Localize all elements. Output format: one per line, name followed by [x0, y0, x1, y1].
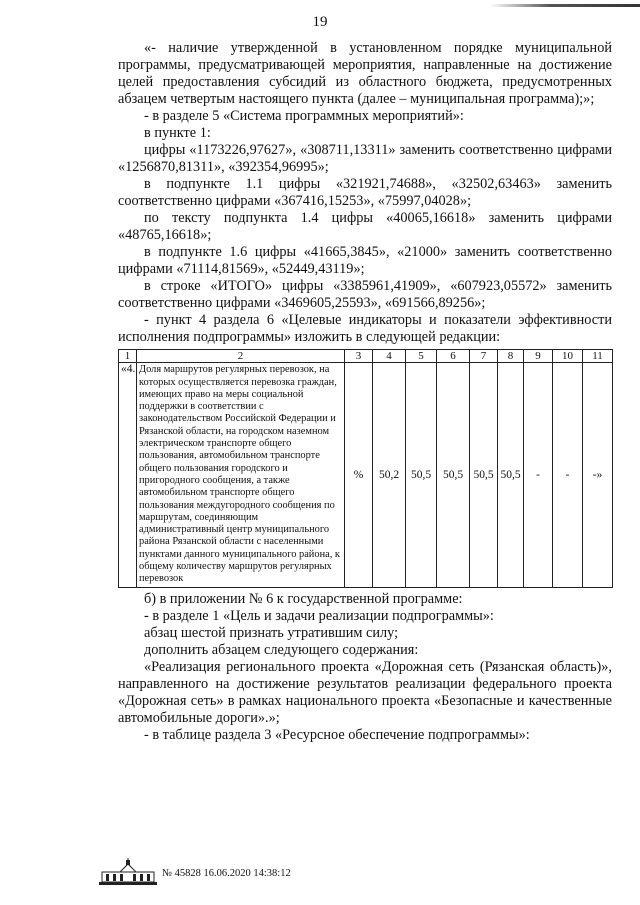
stamp-text: № 45828 16.06.2020 14:38:12: [162, 868, 291, 879]
value-cell: -»: [583, 363, 613, 587]
column-header: 5: [406, 350, 437, 363]
value-cell: -: [524, 363, 553, 587]
paragraph: - в разделе 5 «Система программных мероприятий»:: [144, 108, 464, 124]
indicator-description: Доля маршрутов регулярных перевозок, на которых осуществляется перевозка граждан, имеющих право на меры социальной поддержки в соответствии с законодательством Российской Федерации и Рязанской области, на городском наземном электрическом транспорте общего пользования, автомобильном транспорте общего пользования городского и пригородного сообщения, а также автомобильном транспорте общего пользования междугородного сообщения по маршрутам, соединяющим административный центр муниципального района Рязанской области с населенными пунктами данного муниципального района, к общему количеству маршрутов регулярных перевозок: [137, 363, 345, 587]
paragraph: в подпункте 1.1 цифры «321921,74688», «32502,63463» заменить соответственно цифрами «367416,15253», «75997,04028»;: [118, 176, 612, 209]
document-body: [118, 40, 612, 744]
paragraph: «- наличие утвержденной в установленном порядке муниципальной программы, предусматривающей мероприятия, направленные на достижение целей предоставления субсидий из областного бюджета, предусмотренных абзацем четвертым настоящего пункта (далее – муниципальная программа);»;: [118, 40, 612, 107]
paragraph: «Реализация регионального проекта «Дорожная сеть (Рязанская область)», направленного на достижение результатов реализации федерального проекта «Дорожная сеть» в рамках национального проекта «Безопасные и качественные автомобильные дороги».»;: [118, 658, 612, 726]
paragraph: дополнить абзацем следующего содержания:: [144, 641, 419, 658]
paragraph: в подпункте 1.6 цифры «41665,3845», «21000» заменить соответственно цифрами «71114,81569», «52449,43119»;: [118, 244, 612, 277]
indicator-table: [118, 349, 613, 588]
column-header: 11: [583, 350, 613, 363]
paragraph: цифры «1173226,97627», «308711,13311» заменить соответственно цифрами «1256870,81311», «392354,96995»;: [118, 142, 612, 175]
scan-artifact: [490, 4, 640, 7]
paragraph: абзац шестой признать утратившим силу;: [144, 624, 399, 641]
paragraph: в пункте 1:: [144, 125, 211, 141]
paragraph: в строке «ИТОГО» цифры «3385961,41909», «607923,05572» заменить соответственно цифрами «3469605,25593», «691566,89256»;: [118, 278, 612, 311]
indicator-table-wrap: [118, 349, 612, 588]
paragraph: б) в приложении № 6 к государственной программе:: [144, 590, 463, 607]
unit-cell: %: [345, 363, 373, 587]
column-header: 1: [119, 350, 137, 363]
registration-stamp: [98, 858, 398, 888]
column-header: 4: [373, 350, 406, 363]
value-cell: 50,5: [437, 363, 470, 587]
column-header: 3: [345, 350, 373, 363]
row-number: «4.: [119, 363, 137, 587]
column-header: 10: [553, 350, 583, 363]
paragraph: по тексту подпункта 1.4 цифры «40065,16618» заменить цифрами «48765,16618»;: [118, 210, 612, 243]
value-cell: 50,2: [373, 363, 406, 587]
paragraph: - пункт 4 раздела 6 «Целевые индикаторы и показатели эффективности исполнения подпрограммы» изложить в следующей редакции:: [118, 312, 612, 345]
table-header-row: [119, 350, 613, 363]
column-header: 7: [470, 350, 498, 363]
value-cell: -: [553, 363, 583, 587]
column-header: 9: [524, 350, 553, 363]
paragraphs-before: [118, 40, 612, 346]
paragraph: - в таблице раздела 3 «Ресурсное обеспечение подпрограммы»:: [144, 726, 530, 743]
column-header: 6: [437, 350, 470, 363]
value-cell: 50,5: [498, 363, 524, 587]
paragraphs-after: [118, 591, 612, 744]
paragraph: - в разделе 1 «Цель и задачи реализации подпрограммы»:: [144, 607, 494, 624]
building-icon: [98, 858, 158, 886]
value-cell: 50,5: [406, 363, 437, 587]
column-header: 2: [137, 350, 345, 363]
column-header: 8: [498, 350, 524, 363]
page-number: 19: [312, 14, 328, 30]
table-row: [119, 363, 613, 587]
value-cell: 50,5: [470, 363, 498, 587]
